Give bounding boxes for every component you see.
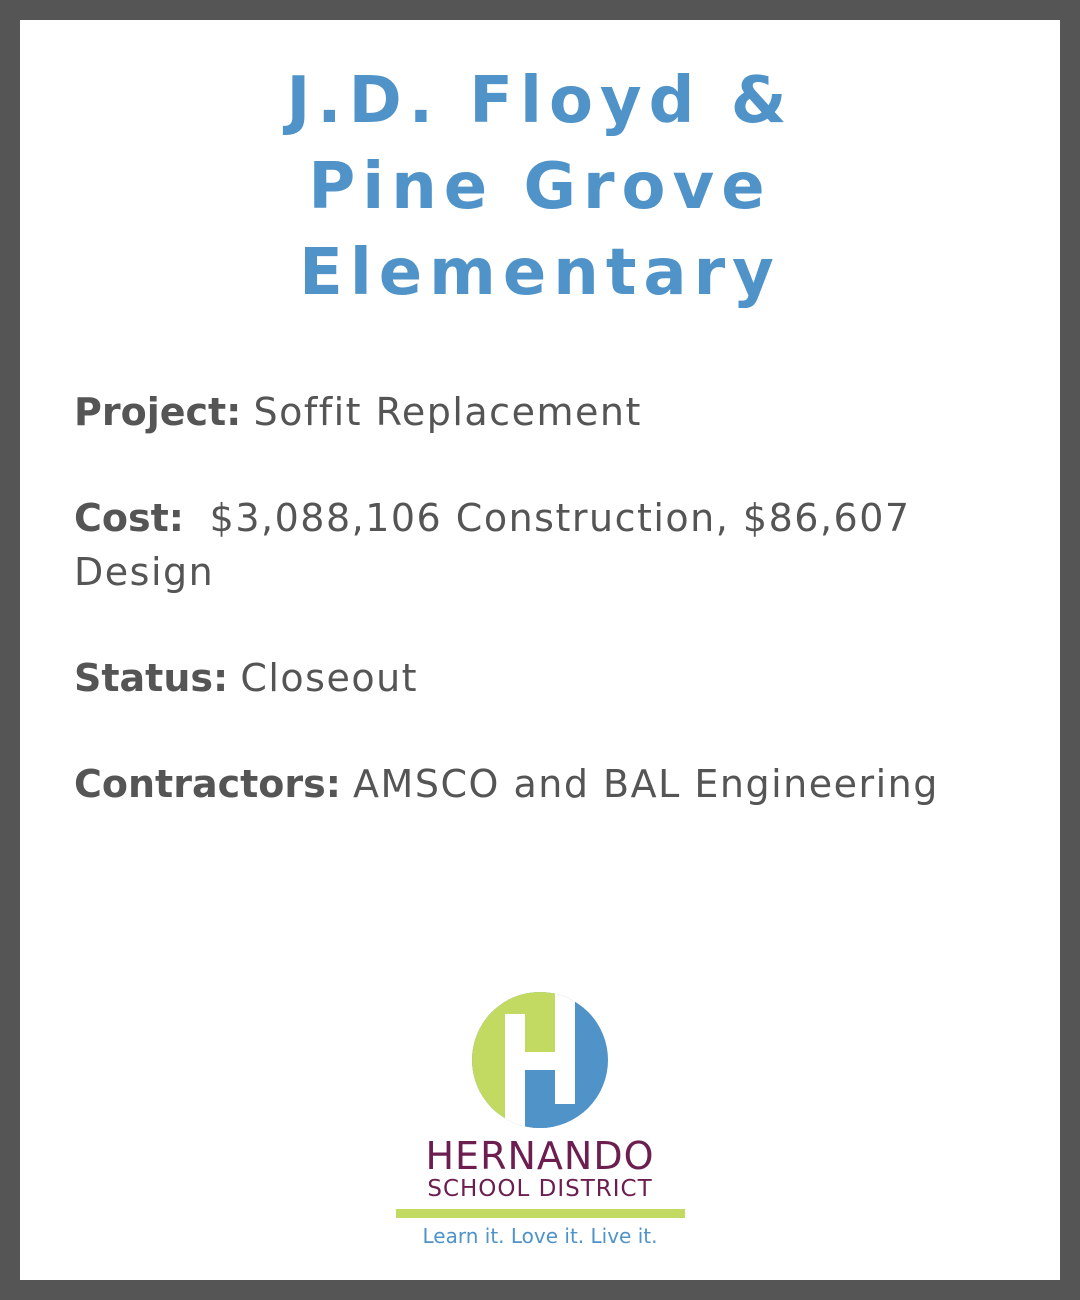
project-details xyxy=(74,385,1014,863)
district-logo xyxy=(390,988,690,1250)
title-line-3: Elementary xyxy=(299,236,781,310)
cost-field xyxy=(74,491,1014,599)
contractors-field xyxy=(74,757,1014,811)
contractors-value: AMSCO and BAL Engineering xyxy=(353,762,939,806)
cost-label: Cost: xyxy=(74,496,184,540)
title-line-1: J.D. Floyd & xyxy=(286,64,794,138)
district-subtitle: SCHOOL DISTRICT xyxy=(427,1176,653,1202)
title-line-2: Pine Grove xyxy=(308,150,772,224)
page-title xyxy=(0,58,1080,316)
hernando-h-circle-icon xyxy=(470,990,610,1130)
district-tagline: Learn it. Love it. Live it. xyxy=(422,1224,658,1248)
status-value: Closeout xyxy=(240,656,419,700)
cost-value: $3,088,106 Construction, $86,607 Design xyxy=(74,496,911,594)
logo-divider xyxy=(396,1209,685,1218)
district-name: HERNANDO xyxy=(425,1134,655,1178)
project-label: Project: xyxy=(74,390,242,434)
project-value: Soffit Replacement xyxy=(253,390,642,434)
project-field xyxy=(74,385,1014,439)
status-label: Status: xyxy=(74,656,229,700)
contractors-label: Contractors: xyxy=(74,762,341,806)
status-field xyxy=(74,651,1014,705)
